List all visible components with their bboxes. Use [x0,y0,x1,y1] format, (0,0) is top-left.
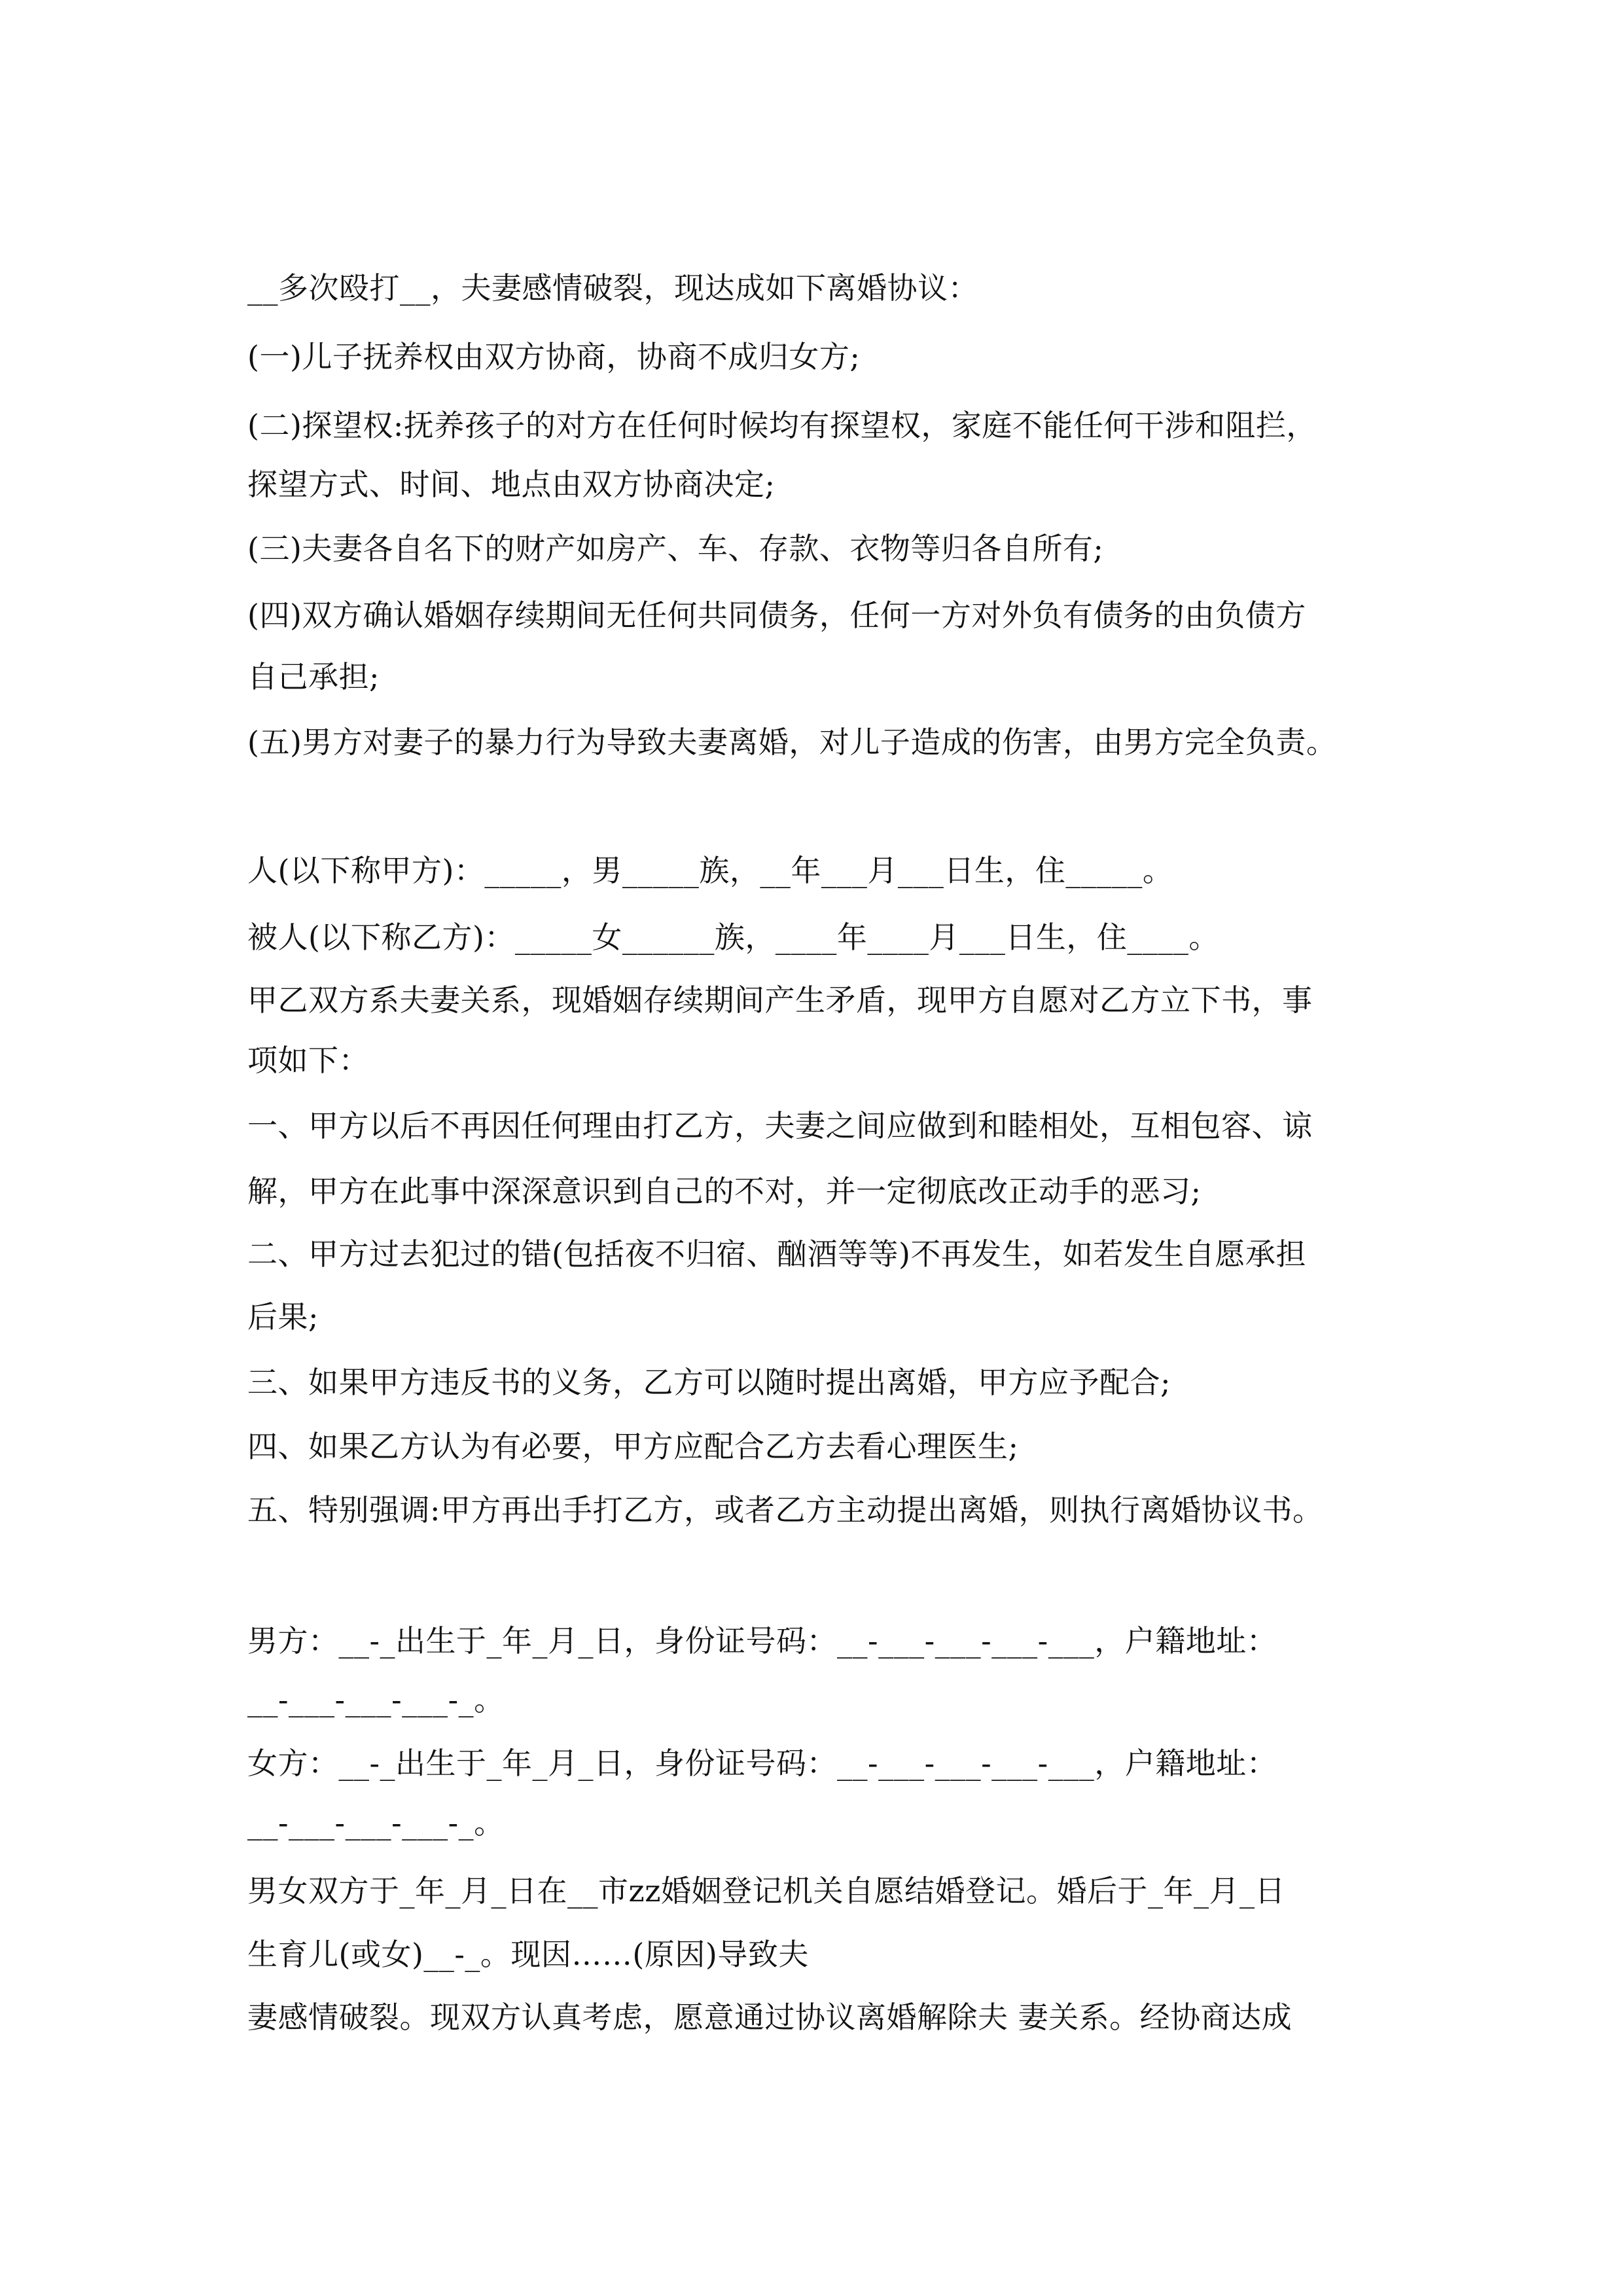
doc-line: 自己承担; [247,659,380,694]
doc-line: 生育儿(或女)__-_。现因……(原因)导致夫 [247,1937,809,1972]
doc-line: 探望方式、时间、地点由双方协商决定; [247,467,776,502]
doc-line: 妻感情破裂。现双方认真考虑，愿意通过协议离婚解除夫 妻关系。经协商达成 [247,2000,1293,2035]
doc-line: (一)儿子抚养权由双方协商，协商不成归女方; [247,339,861,374]
doc-line: (四)双方确认婚姻存续期间无任何共同债务，任何一方对外负有债务的由负债方 [247,598,1306,633]
doc-line: 被人(以下称乙方)：_____女______族，____年____月___日生，住____。 [247,920,1219,955]
doc-line: 女方：__-_出生于_年_月_日，身份证号码：__-___-___-___-___，户籍地址： [247,1746,1277,1781]
doc-line: (三)夫妻各自名下的财产如房产、车、存款、衣物等归各自所有; [247,531,1104,566]
doc-line: 后果; [247,1299,319,1335]
doc-line: 解，甲方在此事中深深意识到自己的不对，并一定彻底改正动手的恶习; [247,1174,1202,1209]
doc-line: 甲乙双方系夫妻关系，现婚姻存续期间产生矛盾，现甲方自愿对乙方立下书，事 [247,982,1313,1018]
doc-line: 人(以下称甲方)：_____，男_____族，__年___月___日生，住_____。 [247,853,1173,888]
doc-line: __-___-___-___-_。 [247,1682,505,1717]
doc-line: 二、甲方过去犯过的错(包括夜不归宿、酗酒等等)不再发生，如若发生自愿承担 [247,1236,1306,1272]
doc-line: (五)男方对妻子的暴力行为导致夫妻离婚，对儿子造成的伤害，由男方完全负责。 [247,725,1337,760]
document-page [247,0,1386,2296]
doc-line: 男女双方于_年_月_日在__市zz婚姻登记机关自愿结婚登记。婚后于_年_月_日 [247,1873,1285,1909]
doc-line: 项如下： [247,1043,369,1078]
doc-line: __多次殴打__，夫妻感情破裂，现达成如下离婚协议： [247,270,978,306]
doc-line: 五、特别强调:甲方再出手打乙方，或者乙方主动提出离婚，则执行离婚协议书。 [247,1492,1323,1528]
doc-line: 男方：__-_出生于_年_月_日，身份证号码：__-___-___-___-___，户籍地址： [247,1623,1277,1659]
doc-line: (二)探望权:抚养孩子的对方在任何时候均有探望权，家庭不能任何干涉和阻拦， [247,408,1317,443]
doc-line: 三、如果甲方违反书的义务，乙方可以随时提出离婚，甲方应予配合; [247,1365,1171,1400]
doc-line: 一、甲方以后不再因任何理由打乙方，夫妻之间应做到和睦相处，互相包容、谅 [247,1108,1313,1143]
doc-line: __-___-___-___-_。 [247,1805,505,1840]
doc-line: 四、如果乙方认为有必要，甲方应配合乙方去看心理医生; [247,1429,1019,1464]
